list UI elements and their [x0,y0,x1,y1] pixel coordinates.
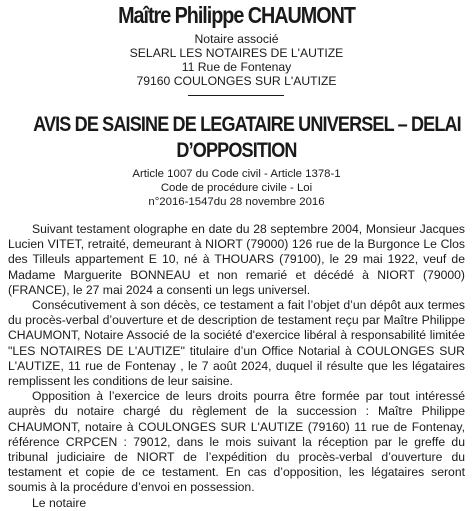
notice-title-line-2: D’OPPOSITION [176,139,297,162]
header-divider [188,95,284,96]
notary-firm: SELARL LES NOTAIRES DE L'AUTIZE [129,46,344,60]
paragraph-opposition: Opposition à l’exercice de leurs droits pourra être formée par tout intéressé auprès du notaire chargé du règlement de la succession : Maître Philippe CHAUMONT, notaire à COULONGES SUR L'AUTIZE (79160) 11 rue de Fontenay, référence CRPCEN : 79012, dans le mois suivant la réception par le greffe du tribunal judiciaire de NIORT de l’expédition du procès-verbal d’ouverture du testament et copie de ce testament. En cas d’opposition, les légataires seront soumis à la procédure d’envoi en possession. [8,389,465,495]
notice-title-line-1: AVIS DE SAISINE DE LEGATAIRE UNIVERSEL – DELAI [33,113,461,136]
legal-reference-3: n°2016-1547du 28 novembre 2016 [148,196,325,208]
legal-reference-1: Article 1007 du Code civil - Article 1378-1 [132,168,341,180]
legal-reference-2: Code de procédure civile - Loi [160,182,313,194]
paragraph-testament: Suivant testament olographe en date du 28 septembre 2004, Monsieur Jacques Lucien VITET, retraité, demeurant à NIORT (79000) 126 rue de la Burgonce Le Clos des Tilleuls appartement E 10, né à THOUARS (79100), le 29 mai 1922, veuf de Madame Marguerite BONNEAU et non remarié et décédé à NIORT (79000) (FRANCE), le 27 mai 2024 a consenti un legs universel. [8,222,465,297]
notary-name: Maître Philippe CHAUMONT [118,2,355,28]
notary-title: Notaire associé [194,32,279,46]
notary-city: 79160 COULONGES SUR L'AUTIZE [136,74,337,88]
notice-body [8,222,465,511]
signature: Le notaire [32,495,87,510]
paragraph-deposit: Consécutivement à son décès, ce testament a fait l’objet d’un dépôt aux termes du procès-verbal d’ouverture et de description de testament reçu par Maître Philippe CHAUMONT, Notaire Associé de la société d'exercice libéral à responsabilité limitée "LES NOTAIRES DE L'AUTIZE" titulaire d’un Office Notarial à COULONGES SUR L'AUTIZE, 11 rue de Fontenay , le 7 août 2024, duquel il résulte que les légataires remplissent les conditions de leur saisine. [8,298,465,389]
notary-street: 11 Rue de Fontenay [181,60,292,74]
